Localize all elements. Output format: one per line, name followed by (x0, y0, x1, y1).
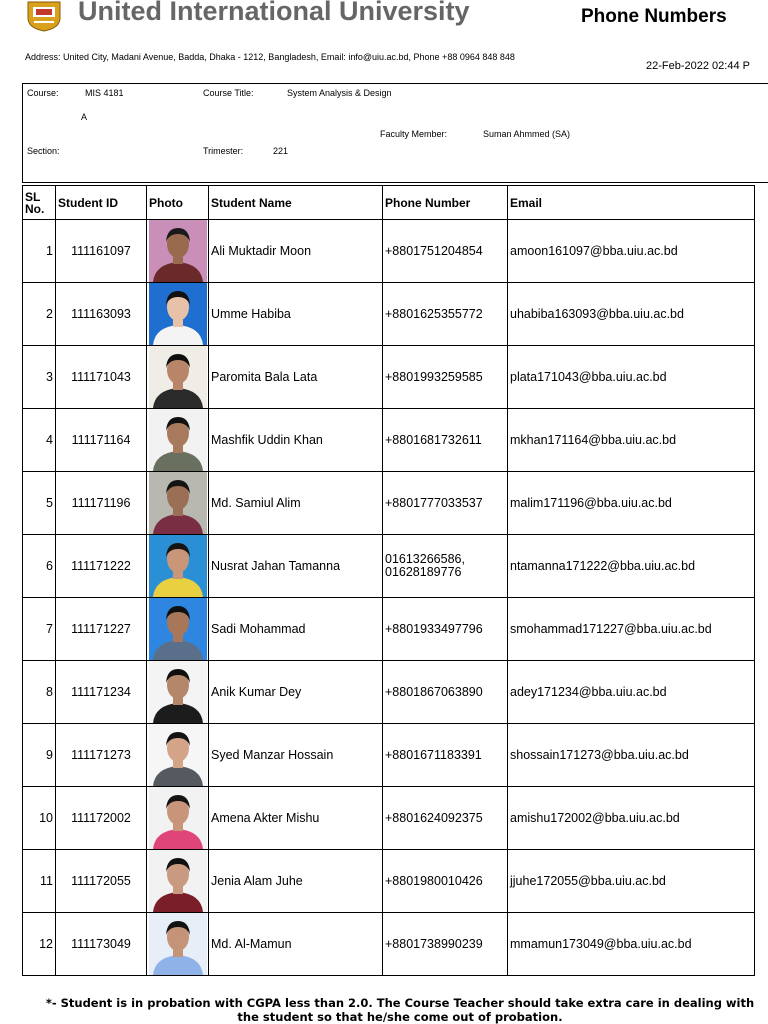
row-email[interactable]: mmamun173049@bba.uiu.ac.bd (508, 913, 755, 976)
course-info-box (22, 83, 768, 183)
row-student-name: Amena Akter Mishu (209, 787, 383, 850)
row-phone-number: +8801671183391 (383, 724, 508, 787)
row-phone-number: +8801738990239 (383, 913, 508, 976)
course-value: MIS 4181 (85, 88, 124, 98)
row-student-id: 111172002 (56, 787, 147, 850)
row-student-name: Anik Kumar Dey (209, 661, 383, 724)
table-row (23, 850, 755, 913)
row-phone-number: +8801993259585 (383, 346, 508, 409)
row-student-name: Mashfik Uddin Khan (209, 409, 383, 472)
section-label: Section: (27, 146, 60, 156)
row-phone-number: +8801777033537 (383, 472, 508, 535)
faculty-label: Faculty Member: (380, 129, 448, 139)
row-photo-cell (147, 850, 209, 913)
student-photo (149, 283, 207, 345)
trimester-label: Trimester: (203, 146, 244, 156)
row-student-id: 111171222 (56, 535, 147, 598)
row-sl-no: 4 (23, 409, 56, 472)
student-photo (149, 220, 207, 282)
probation-footnote: *- Student is in probation with CGPA less than 2.0. The Course Teacher should take extra care in dealing with the student so that he/she come out of probation. (45, 996, 755, 1024)
table-row (23, 661, 755, 724)
row-student-id: 111171234 (56, 661, 147, 724)
row-sl-no: 2 (23, 283, 56, 346)
row-email[interactable]: malim171196@bba.uiu.ac.bd (508, 472, 755, 535)
student-photo (149, 535, 207, 597)
row-phone-number: +8801681732611 (383, 409, 508, 472)
row-sl-no: 6 (23, 535, 56, 598)
row-email[interactable]: plata171043@bba.uiu.ac.bd (508, 346, 755, 409)
row-photo-cell (147, 346, 209, 409)
row-phone-number: +8801625355772 (383, 283, 508, 346)
row-sl-no: 3 (23, 346, 56, 409)
row-photo-cell (147, 724, 209, 787)
row-email[interactable]: adey171234@bba.uiu.ac.bd (508, 661, 755, 724)
faculty-value: Suman Ahmmed (SA) (483, 129, 571, 139)
student-photo (149, 409, 207, 471)
column-header-email: Email (508, 186, 755, 220)
row-student-name: Md. Al-Mamun (209, 913, 383, 976)
row-sl-no: 1 (23, 220, 56, 283)
student-photo (149, 598, 207, 660)
row-phone-number: +8801933497796 (383, 598, 508, 661)
table-row (23, 220, 755, 283)
row-student-id: 111171227 (56, 598, 147, 661)
row-email[interactable]: amishu172002@bba.uiu.ac.bd (508, 787, 755, 850)
row-phone-number: +8801980010426 (383, 850, 508, 913)
table-header-row (23, 186, 755, 220)
column-header-photo: Photo (147, 186, 209, 220)
student-photo (149, 472, 207, 534)
student-phone-table (22, 185, 755, 976)
row-sl-no: 9 (23, 724, 56, 787)
row-photo-cell (147, 220, 209, 283)
row-student-id: 111161097 (56, 220, 147, 283)
row-sl-no: 7 (23, 598, 56, 661)
print-datetime: 22-Feb-2022 02:44 P (646, 60, 750, 72)
row-photo-cell (147, 787, 209, 850)
row-student-id: 111171273 (56, 724, 147, 787)
row-student-id: 111171196 (56, 472, 147, 535)
trimester-value: 221 (273, 146, 289, 156)
row-email[interactable]: smohammad171227@bba.uiu.ac.bd (508, 598, 755, 661)
row-photo-cell (147, 472, 209, 535)
row-email[interactable]: jjuhe172055@bba.uiu.ac.bd (508, 850, 755, 913)
row-student-name: Jenia Alam Juhe (209, 850, 383, 913)
course-title-value: System Analysis & Design (287, 88, 392, 98)
row-sl-no: 10 (23, 787, 56, 850)
table-row (23, 346, 755, 409)
student-photo (149, 346, 207, 408)
column-header-student-id: Student ID (56, 186, 147, 220)
row-phone-number: +8801751204854 (383, 220, 508, 283)
row-student-id: 111171164 (56, 409, 147, 472)
table-row (23, 472, 755, 535)
address-line: Address: United City, Madani Avenue, Badda, Dhaka - 1212, Bangladesh, Email: info@uiu.ac.bd, Phone +88 0964 848 848 (25, 52, 515, 62)
row-sl-no: 8 (23, 661, 56, 724)
row-photo-cell (147, 598, 209, 661)
row-student-id: 111163093 (56, 283, 147, 346)
table-row (23, 598, 755, 661)
student-photo (149, 913, 207, 975)
row-sl-no: 5 (23, 472, 56, 535)
table-row (23, 283, 755, 346)
row-student-id: 111171043 (56, 346, 147, 409)
course-label: Course: (27, 88, 59, 98)
row-sl-no: 12 (23, 913, 56, 976)
student-photo (149, 661, 207, 723)
row-phone-number: +8801867063890 (383, 661, 508, 724)
row-photo-cell (147, 283, 209, 346)
row-email[interactable]: amoon161097@bba.uiu.ac.bd (508, 220, 755, 283)
table-row (23, 535, 755, 598)
course-title-label: Course Title: (203, 88, 254, 98)
row-email[interactable]: ntamanna171222@bba.uiu.ac.bd (508, 535, 755, 598)
table-row (23, 913, 755, 976)
row-photo-cell (147, 661, 209, 724)
column-header-student-name: Student Name (209, 186, 383, 220)
row-email[interactable]: shossain171273@bba.uiu.ac.bd (508, 724, 755, 787)
table-row (23, 409, 755, 472)
row-student-name: Paromita Bala Lata (209, 346, 383, 409)
row-student-id: 111172055 (56, 850, 147, 913)
row-email[interactable]: uhabiba163093@bba.uiu.ac.bd (508, 283, 755, 346)
row-phone-number: 01613266586, 01628189776 (383, 535, 508, 598)
table-row (23, 787, 755, 850)
row-student-name: Ali Muktadir Moon (209, 220, 383, 283)
row-student-name: Sadi Mohammad (209, 598, 383, 661)
row-phone-number: +8801624092375 (383, 787, 508, 850)
row-student-name: Md. Samiul Alim (209, 472, 383, 535)
row-student-name: Syed Manzar Hossain (209, 724, 383, 787)
row-student-id: 111173049 (56, 913, 147, 976)
row-photo-cell (147, 409, 209, 472)
row-student-name: Umme Habiba (209, 283, 383, 346)
column-header-sl: SL No. (23, 186, 56, 220)
column-header-phone: Phone Number (383, 186, 508, 220)
student-photo (149, 850, 207, 912)
student-photo (149, 787, 207, 849)
row-photo-cell (147, 535, 209, 598)
row-sl-no: 11 (23, 850, 56, 913)
table-row (23, 724, 755, 787)
university-name: United International University (78, 0, 470, 26)
document-title: Phone Numbers (581, 6, 727, 27)
university-logo-icon (24, 0, 64, 32)
row-email[interactable]: mkhan171164@bba.uiu.ac.bd (508, 409, 755, 472)
section-suffix: A (81, 112, 88, 122)
student-photo (149, 724, 207, 786)
row-student-name: Nusrat Jahan Tamanna (209, 535, 383, 598)
row-photo-cell (147, 913, 209, 976)
